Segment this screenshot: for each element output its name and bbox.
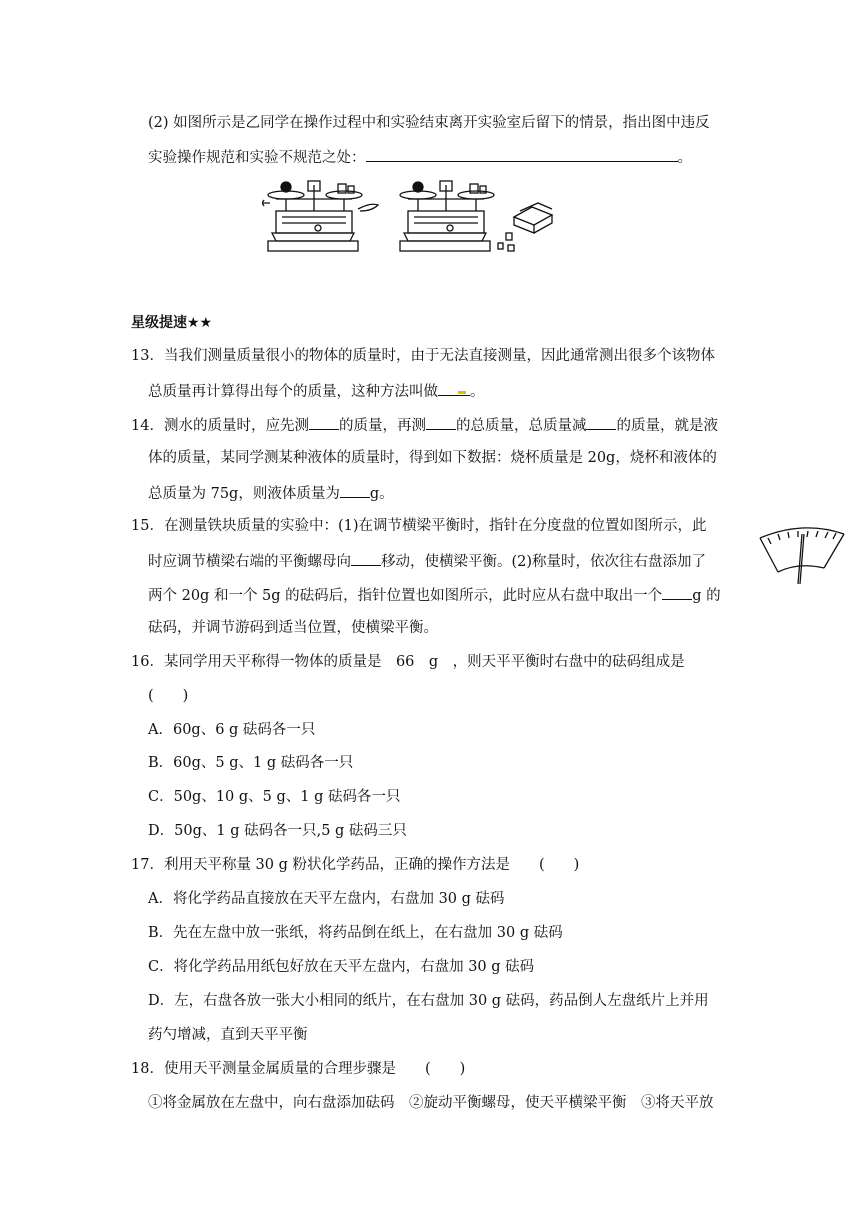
q17-option-b[interactable]: B．先在左盘中放一张纸，将药品倒在纸上，在右盘加 30 g 砝码 xyxy=(148,925,563,941)
q13-answer-blank[interactable] xyxy=(438,380,470,396)
q17-option-a[interactable]: A．将化学药品直接放在天平左盘内，右盘加 30 g 砝码 xyxy=(148,891,505,907)
q15-line3 xyxy=(148,584,721,606)
q14-line2: 体的质量，某同学测某种液体的质量时，得到如下数据：烧杯质量是 20g，烧杯和液体的 xyxy=(148,450,717,466)
q16-option-b[interactable]: B．60g、5 g、1 g 砝码各一只 xyxy=(148,755,354,771)
q15-line2 xyxy=(148,550,706,572)
q16-option-c[interactable]: C．50g、10 g、5 g、1 g 砝码各一只 xyxy=(148,789,401,805)
q12-part2-suffix: 。 xyxy=(677,150,692,166)
q14-blank-4[interactable] xyxy=(340,482,370,498)
q14-text-f: g。 xyxy=(369,486,394,502)
q15-text-d: g 的 xyxy=(692,588,721,604)
q12-part2-prefix: 实验操作规范和实验不规范之处： xyxy=(148,150,366,166)
q15-text-c: 两个 20g 和一个 5g 的砝码后，指针位置也如图所示，此时应从右盘中取出一个 xyxy=(148,588,663,604)
q16-line2: ( ) xyxy=(148,688,189,704)
q14-blank-3[interactable] xyxy=(586,414,616,430)
weights-box-icon xyxy=(498,203,552,251)
q12-answer-blank[interactable] xyxy=(366,146,678,162)
balance-right-icon xyxy=(400,181,494,251)
q14-line3 xyxy=(148,482,394,504)
balance-left-icon xyxy=(262,181,378,251)
q15-blank-1[interactable] xyxy=(351,550,381,566)
pointer-dial-icon xyxy=(758,524,848,586)
q14-line1 xyxy=(131,414,718,436)
q14-blank-2[interactable] xyxy=(426,414,456,430)
q15-blank-2[interactable] xyxy=(662,584,692,600)
q16-option-a[interactable]: A．60g、6 g 砝码各一只 xyxy=(148,722,316,738)
q14-text-b: 的质量，再测 xyxy=(338,418,426,434)
q12-part2-line1: (2) 如图所示是乙同学在操作过程中和实验结束离开实验室后留下的情景，指出图中违反 xyxy=(148,115,710,131)
q13-line1: 13．当我们测量质量很小的物体的质量时，由于无法直接测量，因此通常测出很多个该物体 xyxy=(131,348,715,364)
section-title: 星级提速★★ xyxy=(131,315,213,331)
q13-suffix: 。 xyxy=(470,384,485,400)
q16-line1: 16．某同学用天平称得一物体的质量是 66 g ，则天平平衡时右盘中的砝码组成是 xyxy=(131,654,685,670)
q17-option-d-line2: 药勺增减，直到天平平衡 xyxy=(148,1027,308,1043)
q15-line1: 15．在测量铁块质量的实验中：(1)在调节横梁平衡时，指针在分度盘的位置如图所示，此 xyxy=(131,518,707,534)
q17-option-c[interactable]: C．将化学药品用纸包好放在天平左盘内，右盘加 30 g 砝码 xyxy=(148,959,535,975)
q17-option-d-line1[interactable]: D．左，右盘各放一张大小相同的纸片，在右盘加 30 g 砝码，药品倒人左盘纸片上并用 xyxy=(148,993,709,1009)
q18-line1: 18．使用天平测量金属质量的合理步骤是 ( ) xyxy=(131,1061,466,1077)
q18-line2: ①将金属放在左盘中，向右盘添加砝码 ②旋动平衡螺母，使天平横梁平衡 ③将天平放 xyxy=(148,1095,714,1111)
q14-text-e: 总质量为 75g，则液体质量为 xyxy=(148,486,340,502)
q15-text-b: 移动，使横梁平衡。(2)称量时，依次往右盘添加了 xyxy=(381,554,707,570)
q14-blank-1[interactable] xyxy=(309,414,339,430)
q14-text-d: 的质量，就是液 xyxy=(616,418,718,434)
balance-scale-illustration xyxy=(262,175,562,265)
q16-option-d[interactable]: D．50g、1 g 砝码各一只,5 g 砝码三只 xyxy=(148,823,407,839)
q12-part2-line2 xyxy=(148,146,692,168)
q14-text-a: 14．测水的质量时，应先测 xyxy=(131,418,309,434)
q15-text-a: 时应调节横梁右端的平衡螺母向 xyxy=(148,554,351,570)
q15-line4: 砝码，并调节游码到适当位置，使横梁平衡。 xyxy=(148,620,438,636)
highlight-mark xyxy=(458,391,466,394)
q13-line2 xyxy=(148,380,485,402)
q13-prefix: 总质量再计算得出每个的质量，这种方法叫做 xyxy=(148,384,438,400)
q14-text-c: 的总质量，总质量减 xyxy=(455,418,587,434)
q17-line1: 17．利用天平称量 30 g 粉状化学药品，正确的操作方法是 ( ) xyxy=(131,857,580,873)
